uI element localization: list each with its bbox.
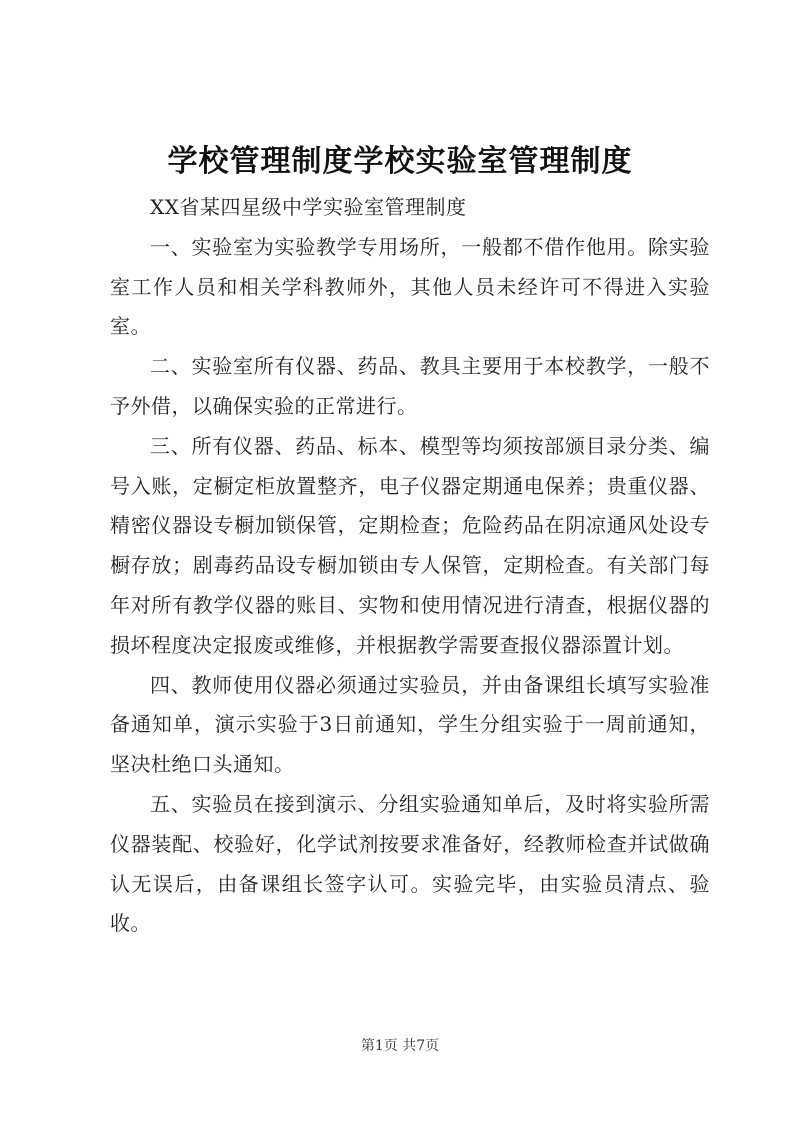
rule-paragraph-2: 二、实验室所有仪器、药品、教具主要用于本校教学，一般不予外借，以确保实验的正常进行。 [110, 354, 710, 418]
rule-paragraph-3: 三、所有仪器、药品、标本、模型等均须按部颁目录分类、编号入账，定橱定柜放置整齐，电子仪器定期通电保养；贵重仪器、精密仪器设专橱加锁保管，定期检查；危险药品在阴凉通风处设专橱存放；剧毒药品设专橱加锁由专人保管，定期检查。有关部门每年对所有教学仪器的账目、实物和使用情况进行清查，根据仪器的损坏程度决定报废或维修，并根据教学需要查报仪器添置计划。 [110, 433, 710, 657]
rule-paragraph-4: 四、教师使用仪器必须通过实验员，并由备课组长填写实验准备通知单，演示实验于3日前通知，学生分组实验于一周前通知，坚决杜绝口头通知。 [110, 672, 710, 777]
document-title: 学校管理制度学校实验室管理制度 [167, 144, 633, 179]
document-body [110, 188, 710, 944]
rule-paragraph-5: 五、实验员在接到演示、分组实验通知单后，及时将实验所需仪器装配、校验好，化学试剂按要求准备好，经教师检查并试做确认无误后，由备课组长签字认可。实验完毕，由实验员清点、验收。 [110, 791, 710, 936]
rule-paragraph-1: 一、实验室为实验教学专用场所，一般都不借作他用。除实验室工作人员和相关学科教师外，其他人员未经许可不得进入实验室。 [110, 234, 710, 339]
document-subtitle-paragraph: XX省某四星级中学实验室管理制度 [150, 195, 467, 219]
page-footer: 第1页 共7页 [360, 1038, 440, 1054]
